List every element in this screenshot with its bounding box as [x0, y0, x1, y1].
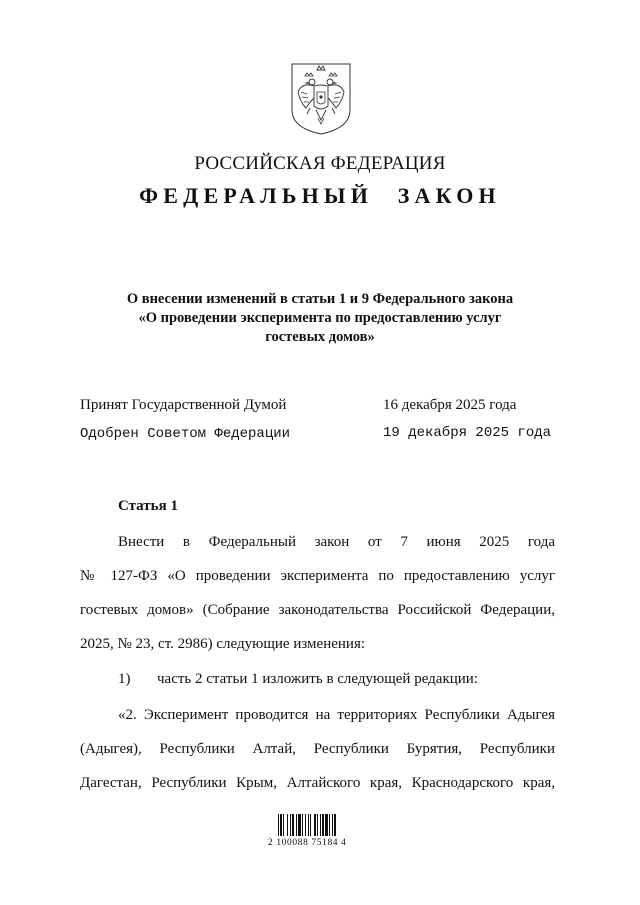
- article-heading: Статья 1: [118, 498, 178, 514]
- article-paragraph-line: гостевых домов» (Собрание законодательства Российской Федерации,: [80, 602, 555, 618]
- document-type: ФЕДЕРАЛЬНЫЙ ЗАКОН: [139, 183, 501, 208]
- quoted-text-line: (Адыгея), Республики Алтай, Республики Бурятия, Республики: [80, 741, 555, 757]
- law-title: [80, 290, 560, 347]
- list-item-number: 1): [118, 671, 131, 687]
- quoted-text-line: «2. Эксперимент проводится на территориях Республики Адыгея: [118, 707, 555, 723]
- law-title-line: гостевых домов»: [265, 329, 375, 345]
- approved-by-council-date: 19 декабря 2025 года: [383, 425, 552, 441]
- law-title-line: О внесении изменений в статьи 1 и 9 Федерального закона: [126, 291, 514, 307]
- country-name: РОССИЙСКАЯ ФЕДЕРАЦИЯ: [194, 153, 446, 174]
- approved-by-council-label: Одобрен Советом Федерации: [80, 426, 291, 442]
- article-paragraph-line: Внести в Федеральный закон от 7 июня 2025 года: [118, 534, 555, 550]
- article-paragraph-line: № 127-ФЗ «О проведении эксперимента по предоставлению услуг: [80, 568, 555, 584]
- law-title-line: «О проведении эксперимента по предоставлению услуг: [138, 310, 502, 326]
- coat-of-arms-icon: [290, 62, 352, 136]
- list-item-text: часть 2 статьи 1 изложить в следующей редакции:: [157, 671, 478, 687]
- adopted-by-duma-date: 16 декабря 2025 года: [383, 397, 517, 413]
- adopted-by-duma-label: Принят Государственной Думой: [80, 397, 287, 413]
- article-paragraph-line: 2025, № 23, ст. 2986) следующие изменения:: [80, 636, 366, 652]
- barcode-number: 2 100088 75184 4: [268, 838, 347, 848]
- quoted-text-line: Дагестан, Республики Крым, Алтайского края, Краснодарского края,: [80, 775, 555, 791]
